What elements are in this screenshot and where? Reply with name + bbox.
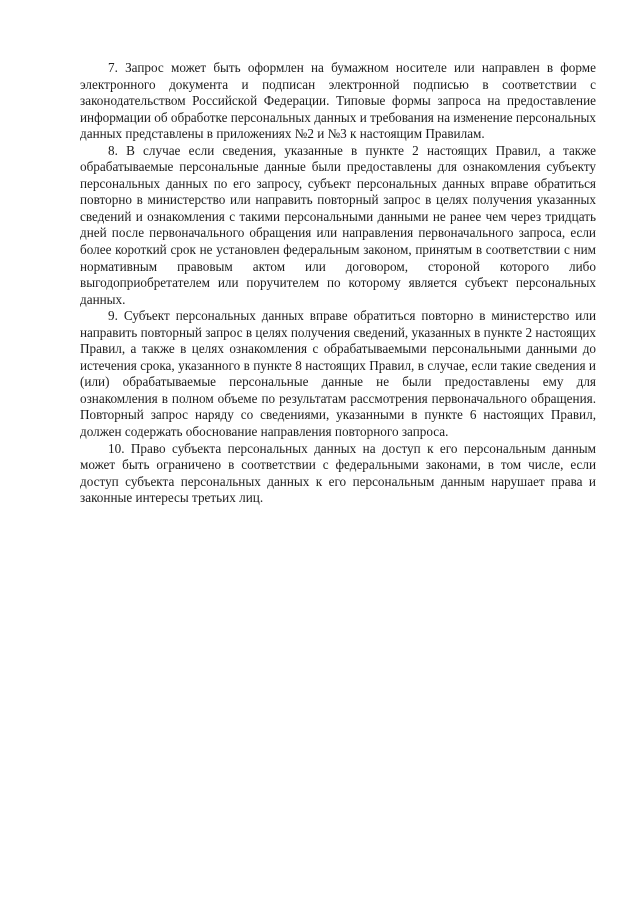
paragraph-9: 9. Субъект персональных данных вправе обратиться повторно в министерство или направить повторный запрос в целях получения сведений, указанных в пункте 2 настоящих Правил, а также в целях ознакомления с обрабатываемыми персональными данными до истечения срока, указанного в пункте 8 настоящих Правил, в случае, если такие сведения и (или) обрабатываемые персональные данные не были предоставлены ему для ознакомления в полном объеме по результатам рассмотрения первоначального обращения. Повторный запрос наряду со сведениями, указанными в пункте 6 настоящих Правил, должен содержать обоснование направления повторного запроса. (80, 308, 596, 440)
paragraph-7: 7. Запрос может быть оформлен на бумажном носителе или направлен в форме электронного документа и подписан электронной подписью в соответствии с законодательством Российской Федерации. Типовые формы запроса на предоставление информации об обработке персональных данных и требования на изменение персональных данных представлены в приложениях №2 и №3 к настоящим Правилам. (80, 60, 596, 142)
paragraph-10: 10. Право субъекта персональных данных на доступ к его персональным данным может быть ограничено в соответствии с федеральными законами, в том числе, если доступ субъекта персональных данных к его персональным данным нарушает права и законные интересы третьих лиц. (80, 440, 596, 506)
document-body (80, 60, 596, 507)
paragraph-8: 8. В случае если сведения, указанные в пункте 2 настоящих Правил, а также обрабатываемые персональные данные были предоставлены для ознакомления субъекту персональных данных по его запросу, субъект персональных данных вправе обратиться повторно в министерство или направить повторный запрос в целях получения указанных сведений и ознакомления с такими персональными данными не ранее чем через тридцать дней после первоначального обращения или направления первоначального запроса, если более короткий срок не установлен федеральным законом, принятым в соответствии с ним нормативным правовым актом или договором, стороной которого либо выгодоприобретателем или поручителем по которому является субъект персональных данных. (80, 142, 596, 307)
